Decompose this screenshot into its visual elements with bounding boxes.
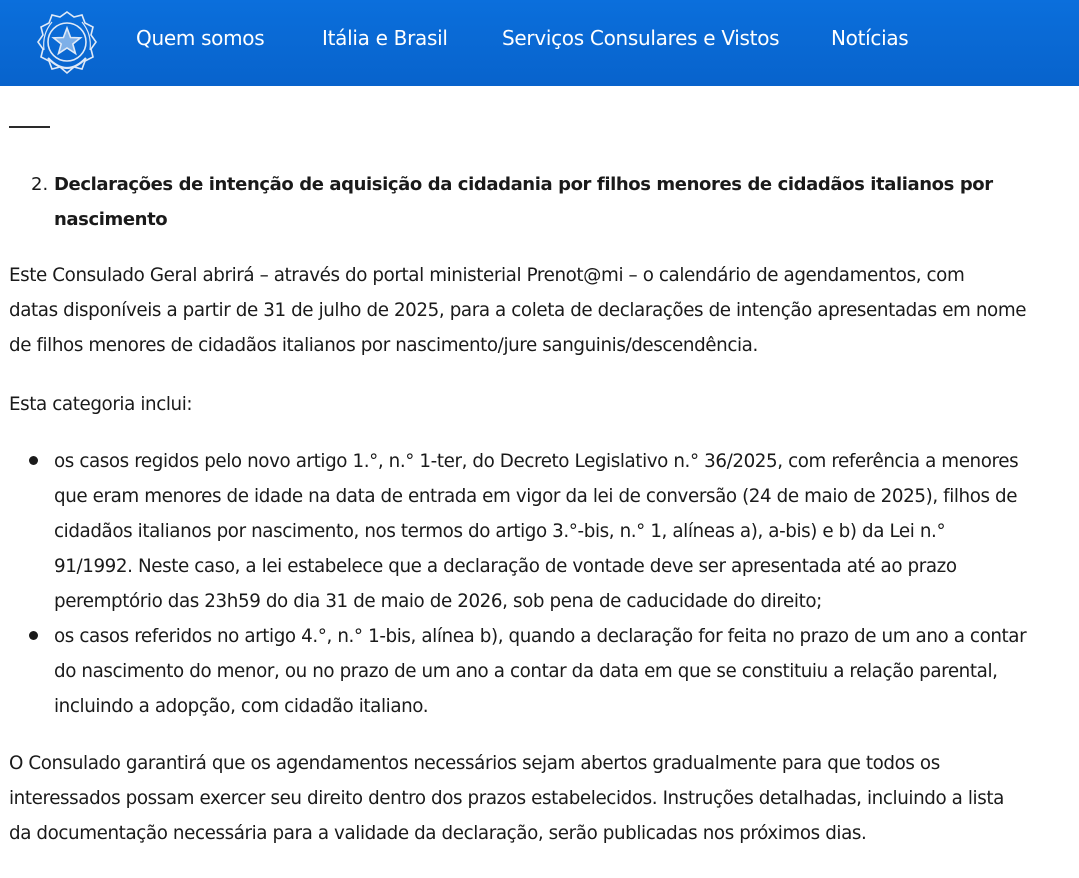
list-line: que eram menores de idade na data de entrada em vigor da lei de conversão (24 de maio de 2025), filhos de (54, 486, 1018, 507)
nav-item-italia-e-brasil[interactable]: Itália e Brasil (322, 26, 448, 50)
paragraph-line: interessados possam exercer seu direito dentro dos prazos estabelecidos. Instruções detalhadas, incluindo a lista (9, 788, 1004, 809)
paragraph-line: O Consulado garantirá que os agendamentos necessários sejam abertos gradualmente para que todos os (9, 753, 940, 774)
nav-item-noticias[interactable]: Notícias (831, 26, 909, 50)
list-line: incluindo a adopção, com cidadão italiano. (54, 696, 429, 717)
main-nav (0, 0, 1079, 86)
list-line: os casos regidos pelo novo artigo 1.°, n.° 1-ter, do Decreto Legislativo n.° 36/2025, com referência a menores (54, 451, 1019, 472)
bullet-icon (29, 456, 38, 465)
list-line: cidadãos italianos por nascimento, nos termos do artigo 3.°-bis, n.° 1, alíneas a), a-bis) e b) da Lei n.° (54, 521, 946, 542)
nav-item-quem-somos[interactable]: Quem somos (136, 26, 265, 50)
top-navigation-bar (0, 0, 1079, 86)
heading-line: Declarações de intenção de aquisição da cidadania por filhos menores de cidadãos italianos por (54, 174, 993, 195)
heading-line: nascimento (54, 209, 168, 230)
heading-number: 2. (31, 174, 49, 195)
category-intro: Esta categoria inclui: (9, 394, 193, 415)
paragraph-line: Este Consulado Geral abrirá – através do portal ministerial Prenot@mi – o calendário de agendamentos, com (9, 265, 965, 286)
closing-paragraph (9, 746, 1079, 851)
list-line: peremptório das 23h59 do dia 31 de maio de 2026, sob pena de caducidade do direito; (54, 591, 822, 612)
list-line: do nascimento do menor, ou no prazo de um ano a contar da data em que se constituiu a relação parental, (54, 661, 998, 682)
intro-paragraph (9, 258, 1079, 363)
paragraph-line: de filhos menores de cidadãos italianos por nascimento/jure sanguinis/descendência. (9, 335, 758, 356)
nav-item-servicos-consulares-e-vistos[interactable]: Serviços Consulares e Vistos (502, 26, 780, 50)
list-line: os casos referidos no artigo 4.°, n.° 1-bis, alínea b), quando a declaração for feita no prazo de um ano a contar (54, 626, 1027, 647)
paragraph-line: da documentação necessária para a validade da declaração, serão publicadas nos próximos dias. (9, 823, 867, 844)
paragraph-line: datas disponíveis a partir de 31 de julho de 2025, para a coleta de declarações de intenção apresentadas em nome (9, 300, 1027, 321)
list-item-text (54, 444, 1078, 619)
list-item-text (54, 619, 1078, 724)
section-divider (9, 126, 50, 128)
list-line: 91/1992. Neste caso, a lei estabelece que a declaração de vontade deve ser apresentada até ao prazo (54, 556, 957, 577)
bullet-icon (29, 631, 38, 640)
section-heading (54, 167, 1054, 237)
